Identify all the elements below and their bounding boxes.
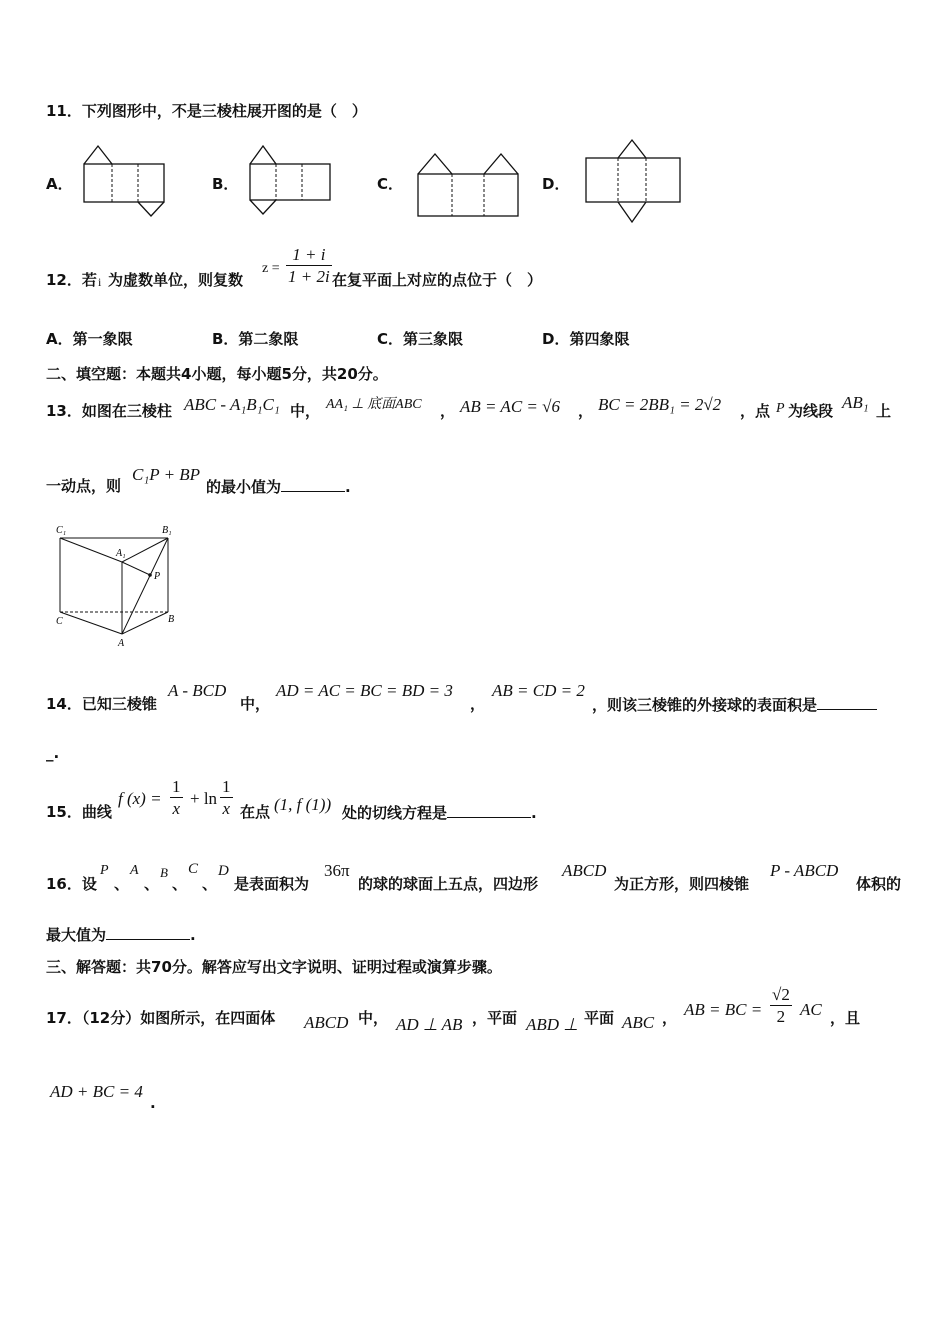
q16-point-c: C [188,861,199,877]
q14-post-text: ，则该三棱锥的外接球的表面积是 [592,696,818,714]
q17-abd-perp: ABD ⊥ [526,1015,579,1034]
q11-option-b-label[interactable]: B． [212,175,239,193]
q15-post-text: 处的切线方程是 [342,804,448,822]
q13-line2-prefix: 一动点，则 [46,477,122,495]
q16-point-d: D [218,863,229,879]
section-3-heading: 三、解答题：共70分。解答应写出文字说明、证明过程或演算步骤。 [46,958,502,976]
q11-option-c-label[interactable]: C． [377,175,404,193]
q15-fraction-2 [220,778,233,817]
q14-dash: _ [46,744,54,762]
q13-comma-2: ， [578,402,594,420]
q11-figure-c [414,150,524,220]
q16-area: 36π [324,861,350,880]
q13-fig-label-a1: A₁ [116,548,126,559]
q12-option-c[interactable]: C．第三象限 [377,330,464,348]
q17-abcd: ABCD [304,1013,349,1032]
q15-frac1-num: 1 [172,777,181,796]
q17-plane: ，平面 [472,1009,518,1027]
q11-option-a-label[interactable]: A． [46,175,73,193]
q16-square: 为正方形，则四棱锥 [614,875,750,893]
q16-sep-2: 、 [144,875,160,893]
q15-fraction-1 [170,778,183,817]
q15-point: (1, f (1)) [274,795,332,814]
q16-period: . [190,926,196,944]
q15-ln: + ln [190,789,218,808]
q13-zhong: 中， [290,402,321,420]
q12-option-a[interactable]: A．第一象限 [46,330,133,348]
q13-period: . [345,478,351,496]
q17-ac: AC [800,1000,822,1019]
q17-period: . [150,1094,156,1112]
q15-frac1-den: x [172,799,181,818]
q17-plane-2: 平面 [584,1009,615,1027]
q15-frac2-bar [220,797,233,798]
q13-dian: ，点 [740,402,771,420]
q11-figure-a [80,142,170,220]
q16-sep-4: 、 [202,875,218,893]
q13-shang: 上 [876,402,892,420]
q16-line2-text: 最大值为 [46,926,107,944]
q13-segment-ab1: AB₁ [842,393,869,412]
q13-eq-1: AB = AC = √6 [460,397,560,416]
q14-zhong: 中， [240,695,271,713]
q16-point-p: P [100,863,109,878]
q17-line2: AD + BC = 4 [50,1082,143,1101]
q17-frac-bar [770,1005,792,1006]
q14-eq-2: AB = CD = 2 [492,681,585,700]
q16-point-a: A [130,863,139,878]
q14-stem-prefix: 14．已知三棱锥 [46,695,157,713]
q17-comma: ， [662,1009,678,1027]
q17-eq-prefix: AB = BC = [684,1000,763,1019]
q15-frac1-bar [170,797,183,798]
q15-post [342,805,537,821]
q16-vol: 体积的 [856,875,902,893]
q13-answer-blank[interactable] [281,479,345,492]
q12-numerator: 1 + i [292,245,326,264]
q13-fig-label-c1: C₁ [56,525,67,536]
q13-fig-label-c: C [56,616,63,627]
q14-eq-1: AD = AC = BC = BD = 3 [276,681,453,700]
q13-point-p: P [776,401,785,416]
q16-pyramid: P - ABCD [770,861,839,880]
q12-fraction [286,246,332,285]
q14-post [592,697,877,713]
q13-fig-label-a: A [118,638,125,649]
q13-expression: C₁P + BP [132,465,201,484]
q16-abcd: ABCD [562,861,607,880]
q15-answer-blank[interactable] [447,805,531,818]
q15-at: 在点 [240,803,271,821]
q14-period: . [53,744,60,762]
q13-stem-prefix: 13．如图在三棱柱 [46,402,172,420]
q15-period: . [531,804,537,822]
q15-frac2-den: x [222,799,231,818]
q12-option-d[interactable]: D．第四象限 [542,330,630,348]
q16-line2 [46,927,196,943]
q15-f-of-x: f (x) = [118,789,162,808]
q14-answer-blank[interactable] [817,697,877,710]
q13-perpendicular: AA₁ ⊥ 底面ABC [326,397,422,412]
q17-stem-prefix: 17．（12分）如图所示，在四面体 [46,1009,276,1027]
q16-sep-1: 、 [114,875,130,893]
q12-denominator: 1 + 2i [288,267,330,286]
section-2-heading: 二、填空题：本题共4小题，每小题5分，共20分。 [46,365,388,383]
q13-wei: 为线段 [788,402,834,420]
q17-and: ，且 [830,1009,861,1027]
q12-stem-mid: 为虚数单位，则复数 [108,271,244,289]
q13-line2-text: 的最小值为 [206,478,282,496]
q13-comma-1: ， [440,402,456,420]
q16-ball: 的球的球面上五点，四边形 [358,875,539,893]
q12-fraction-bar [286,265,332,266]
q17-frac-den: 2 [776,1007,786,1026]
q13-fig-label-b1: B₁ [162,525,172,536]
q13-prism-figure [52,522,182,652]
q17-frac-num: √2 [772,985,790,1004]
q13-line2-post [206,479,351,495]
q17-abc: ABC [622,1013,655,1032]
q11-figure-d [582,136,684,228]
q16-stem-prefix: 16．设 [46,875,97,893]
q13-prism: ABC - A₁B₁C₁ [184,395,280,414]
q12-stem-post: 在复平面上对应的点位于（ ） [332,271,543,289]
q16-point-b: B [160,865,168,880]
q11-figure-b [246,142,336,220]
q12-option-b[interactable]: B．第二象限 [212,330,299,348]
q12-z-eq: z = [262,261,280,276]
q12-i-symbol: i [98,275,102,289]
q16-sep-3: 、 [172,875,188,893]
q14-tetrahedron: A - BCD [168,681,227,700]
q15-stem-prefix: 15．曲线 [46,803,112,821]
q11-option-d-label[interactable]: D． [542,175,570,193]
q13-eq-2: BC = 2BB₁ = 2√2 [598,395,722,414]
q16-is: 是表面积为 [234,875,310,893]
q16-answer-blank[interactable] [106,927,190,940]
q13-fig-label-b: B [168,614,175,625]
q17-fraction [770,986,792,1025]
q12-stem-prefix: 12．若 [46,271,97,289]
q14-comma: ， [470,695,486,713]
q14-tail [46,746,59,761]
q17-zhong: 中， [358,1009,389,1027]
q17-perp-1: AD ⊥ AB [396,1015,463,1034]
q13-fig-label-p: P [154,571,161,582]
q11-stem: 11．下列图形中，不是三棱柱展开图的是（ ） [46,102,367,120]
q15-frac2-num: 1 [222,777,231,796]
